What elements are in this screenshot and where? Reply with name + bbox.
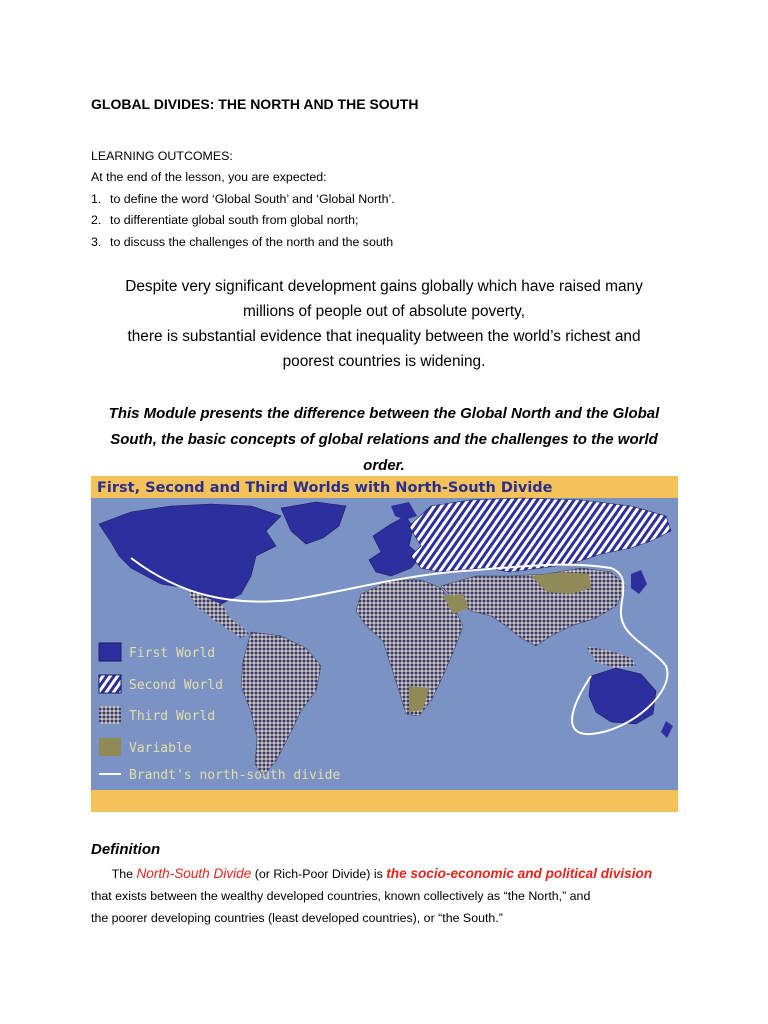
legend-swatch-first [99,643,121,661]
legend-label: First World [129,646,216,661]
definition-mid: (or Rich-Poor Divide) is [251,867,387,881]
outcome-text: to discuss the challenges of the north and the south [110,234,394,249]
module-statement: This Module presents the difference between the Global North and the Global South, the basic concepts of global relations and the challenges to the world order. [108,405,660,474]
definition-paragraph [91,863,691,929]
outcome-item [91,232,395,253]
legend-label: Second World [129,678,223,693]
learning-outcomes-heading: LEARNING OUTCOMES: [91,149,233,163]
outcome-number: 3. [91,234,102,249]
intro-line: poorest countries is widening. [282,353,486,370]
legend-swatch-variable [99,738,121,756]
map-title: First, Second and Third Worlds with North-South Divide [97,480,553,496]
outcome-number: 1. [91,191,102,206]
definition-pre: The [111,867,137,881]
world-map-svg [91,476,678,812]
learning-outcomes-lead: At the end of the lesson, you are expected: [91,170,327,185]
map-bottom-banner [91,790,678,812]
intro-line: Despite very significant development gains globally which have raised many [125,278,643,295]
legend-swatch-third [99,706,121,724]
outcome-text: to define the word ‘Global South’ and ‘Global North’. [110,191,395,206]
learning-outcomes [91,146,395,253]
outcome-text: to differentiate global south from global north; [110,213,359,228]
definition-line-1 [91,863,691,885]
definition-heading: Definition [91,841,161,858]
outcome-item [91,189,395,210]
intro-line: millions of people out of absolute poverty, [242,303,526,320]
intro-paragraph [96,274,672,374]
outcome-item [91,210,395,231]
north-south-divide-term: North-South Divide [136,866,252,881]
intro-line: there is substantial evidence that inequality between the world’s richest and [127,328,641,345]
legend-label: Third World [129,709,216,724]
definition-line-3: the poorer developing countries (least developed countries), or “the South.” [91,911,503,925]
outcome-number: 2. [91,213,102,228]
document-title: GLOBAL DIVIDES: THE NORTH AND THE SOUTH [91,96,419,112]
legend-label: Variable [129,741,192,756]
legend-swatch-second [99,675,121,693]
world-map-figure [91,476,678,812]
definition-line-2: that exists between the wealthy developed countries, known collectively as “the North,” and [91,889,591,903]
legend-label: Brandt's north-south divide [129,768,341,783]
definition-phrase: the socio-economic and political division [386,866,653,881]
